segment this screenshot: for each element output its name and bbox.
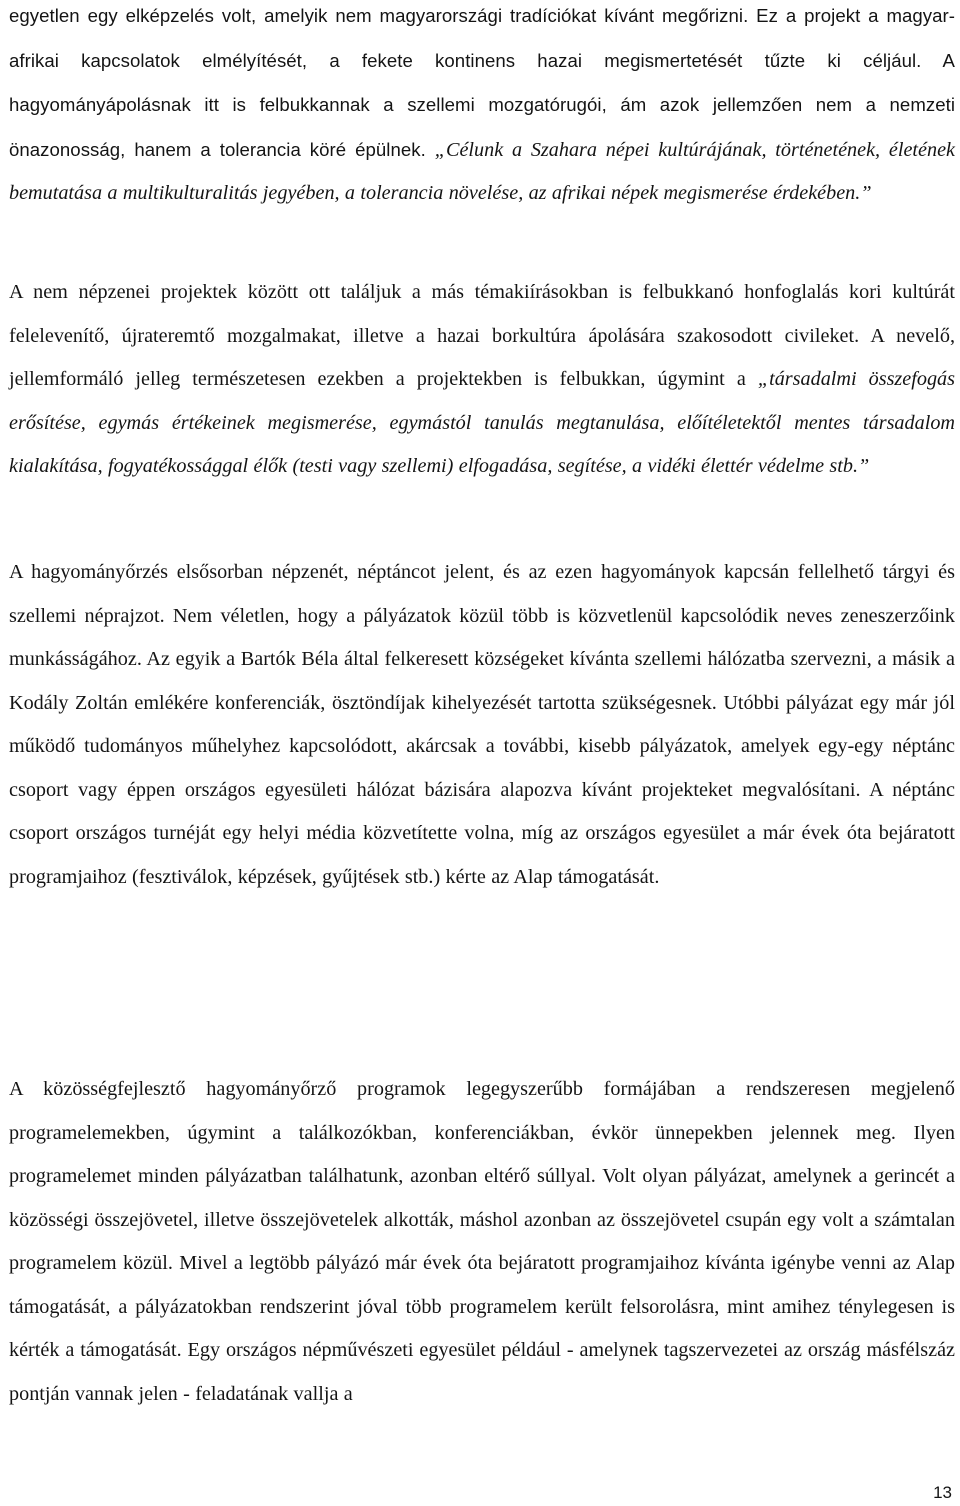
paragraph-4-text: A közösségfejlesztő hagyományőrző programok legegyszerűbb formájában a rendszeresen megjelenő programelemekben, úgymint a találkozókban, konferenciákban, évkör ünnepekben jelennek meg. Ilyen programelemet minden pályázatban találhatunk, azonban eltérő súllyal. Volt olyan pályázat, amelynek a gerincét a közösségi összejövetel, illetve összejövetelek alkották, máshol azonban az összejövetel csupán egy volt a számtalan programelem közül. Mivel a legtöbb pályázó már évek óta bejáratott programjaihoz kívánta igénybe venni az Alap támogatását, a pályázatokban rendszerint jóval több programelem került felsorolásra, mint amihez ténylegesen is kérték a támogatását. Egy országos népművészeti egyesület például - amelynek tagszervezetei az ország másfélszáz pontján vannak jelen - feladatának vallja a: [9, 1078, 955, 1405]
page-number: 13: [933, 1483, 952, 1502]
paragraph-4: [9, 1068, 955, 1416]
paragraph-3-text: A hagyományőrzés elsősorban népzenét, néptáncot jelent, és az ezen hagyományok kapcsán fellelhető tárgyi és szellemi néprajzot. Nem véletlen, hogy a pályázatok közül több is közvetlenül kapcsolódik neves zeneszerzőink munkásságához. Az egyik a Bartók Béla által felkeresett községeket kívánta szellemi hálózatba szervezni, a másik a Kodály Zoltán emlékére konferenciák, ösztöndíjak kihelyezését tartotta szükségesnek. Utóbbi pályázat egy már jól működő tudományos műhelyhez kapcsolódott, akárcsak a további, kisebb pályázatok, amelyek egy-egy néptánc csoport vagy éppen országos egyesületi hálózat bázisára alapozva kívánt projekteket megvalósítani. A néptánc csoport országos turnéját egy helyi média közvetítette volna, míg az országos egyesület a már évek óta bejáratott programjaihoz (fesztiválok, képzések, gyűjtések stb.) kérte az Alap támogatását.: [9, 561, 955, 888]
paragraph-2-text: A nem népzenei projektek között ott találjuk a más témakiírásokban is felbukkanó honfoglalás kori kultúrát felelevenítő, újrateremtő mozgalmakat, illetve a hazai borkultúra ápolására szakosodott civileket. A nevelő, jellemformáló jelleg természetesen ezekben a projektekben is felbukkan, úgymint a: [9, 281, 955, 390]
paragraph-3: [9, 551, 955, 899]
paragraph-2-quote: „társadalmi összefogás erősítése, egymás értékeinek megismerése, egymástól tanulás megtanulása, előítéletektől mentes társadalom kialakítása, fogyatékossággal élők (testi vagy szellemi) elfogadása, segítése, a vidéki élettér védelme stb.”: [9, 368, 955, 477]
paragraph-1: [9, 0, 955, 216]
paragraph-1-text: egyetlen egy elképzelés volt, amelyik nem magyarországi tradíciókat kívánt megőrizni. Ez a projekt a magyar-afrikai kapcsolatok elmélyítését, a fekete kontinens hazai megismertetését tűzte ki céljául. A hagyományápolásnak itt is felbukkannak a szellemi mozgatórugói, ám azok jellemzően nem a nemzeti önazonosság, hanem a tolerancia köré épülnek.: [9, 5, 955, 160]
paragraph-1-quote: „Célunk a Szahara népei kultúrájának, történetének, életének bemutatása a multikulturalitás jegyében, a tolerancia növelése, az afrikai népek megismerése érdekében.”: [9, 138, 955, 204]
paragraph-2: [9, 271, 955, 489]
